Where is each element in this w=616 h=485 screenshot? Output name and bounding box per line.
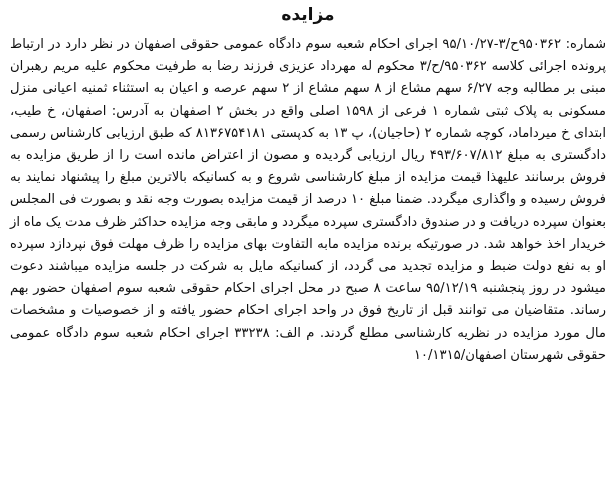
notice-title: مزایده: [281, 5, 335, 25]
notice-body: شماره: ۹۵۰۳۶۲ح/۳-۹۵/۱۰/۲۷ اجرای احکام شعبه سوم دادگاه عمومی حقوقی اصفهان در نظر دارد در ارتباط پرونده اجرائی کلاسه ۹۵۰۳۶۲/ح/۳ محکوم له مهرداد عزیزی فرزند رضا به طرفیت محکوم علیه مریم رهبران مبنی بر مطالبه وجه ۶/۲۷ سهم مشاع از ۸ سهم مشاع از ۲ سهم عرصه و اعیان به استثناء ثمنیه اعیانی منزل مسکونی به پلاک ثبتی شماره ۱ فرعی از ۱۵۹۸ اصلی واقع در بخش ۲ اصفهان به آدرس: اصفهان، خ طیب، ابتدای خ میرداماد، کوچه شماره ۲ (حاجیان)، پ ۱۳ به کدپستی ۸۱۳۶۷۵۴۱۸۱ که طبق ارزیابی کارشناس رسمی دادگستری به مبلغ ۴۹۳/۶۰۷/۸۱۲ ریال ارزیابی گردیده و مصون از اعتراض مانده است را از طریق مزایده به فروش برسانند علیهذا قیمت مزایده از مبلغ کارشناسی شروع و به کسانیکه بالاترین مبلغ را پیشنهاد نمایند به فروش رسیده و واگذاری میگردد. ضمنا مبلغ ۱۰ درصد از قیمت مزایده بصورت وجه نقد و بصورت فی المجلس بعنوان سپرده دریافت و در صندوق دادگستری سپرده میگردد و مابقی وجه مزایده حداکثر ظرف مدت یک ماه از خریدار اخذ خواهد شد. در صورتیکه برنده مزایده مابه التفاوت بهای مزایده را ظرف مهلت فوق نپردازد سپرده او به نفع دولت ضبط و مزایده تجدید می گردد، از کسانیکه مایل به شرکت در جلسه مزایده میباشند دعوت میشود در روز پنجشنبه ۹۵/۱۲/۱۹ ساعت ۸ صبح در محل اجرای احکام حقوقی شعبه سوم اصفهان حضور بهم رساند. متقاضیان می توانند قبل از تاریخ فوق در واحد اجرای احکام حضور یافته و از خصوصیات و مشخصات مال مورد مزایده در نظریه کارشناسی مطلع گردند. م الف: ۳۳۲۳۸ اجرای احکام شعبه سوم دادگاه عمومی حقوقی شهرستان اصفهان/۱۰/۱۳۱۵: [10, 37, 607, 363]
